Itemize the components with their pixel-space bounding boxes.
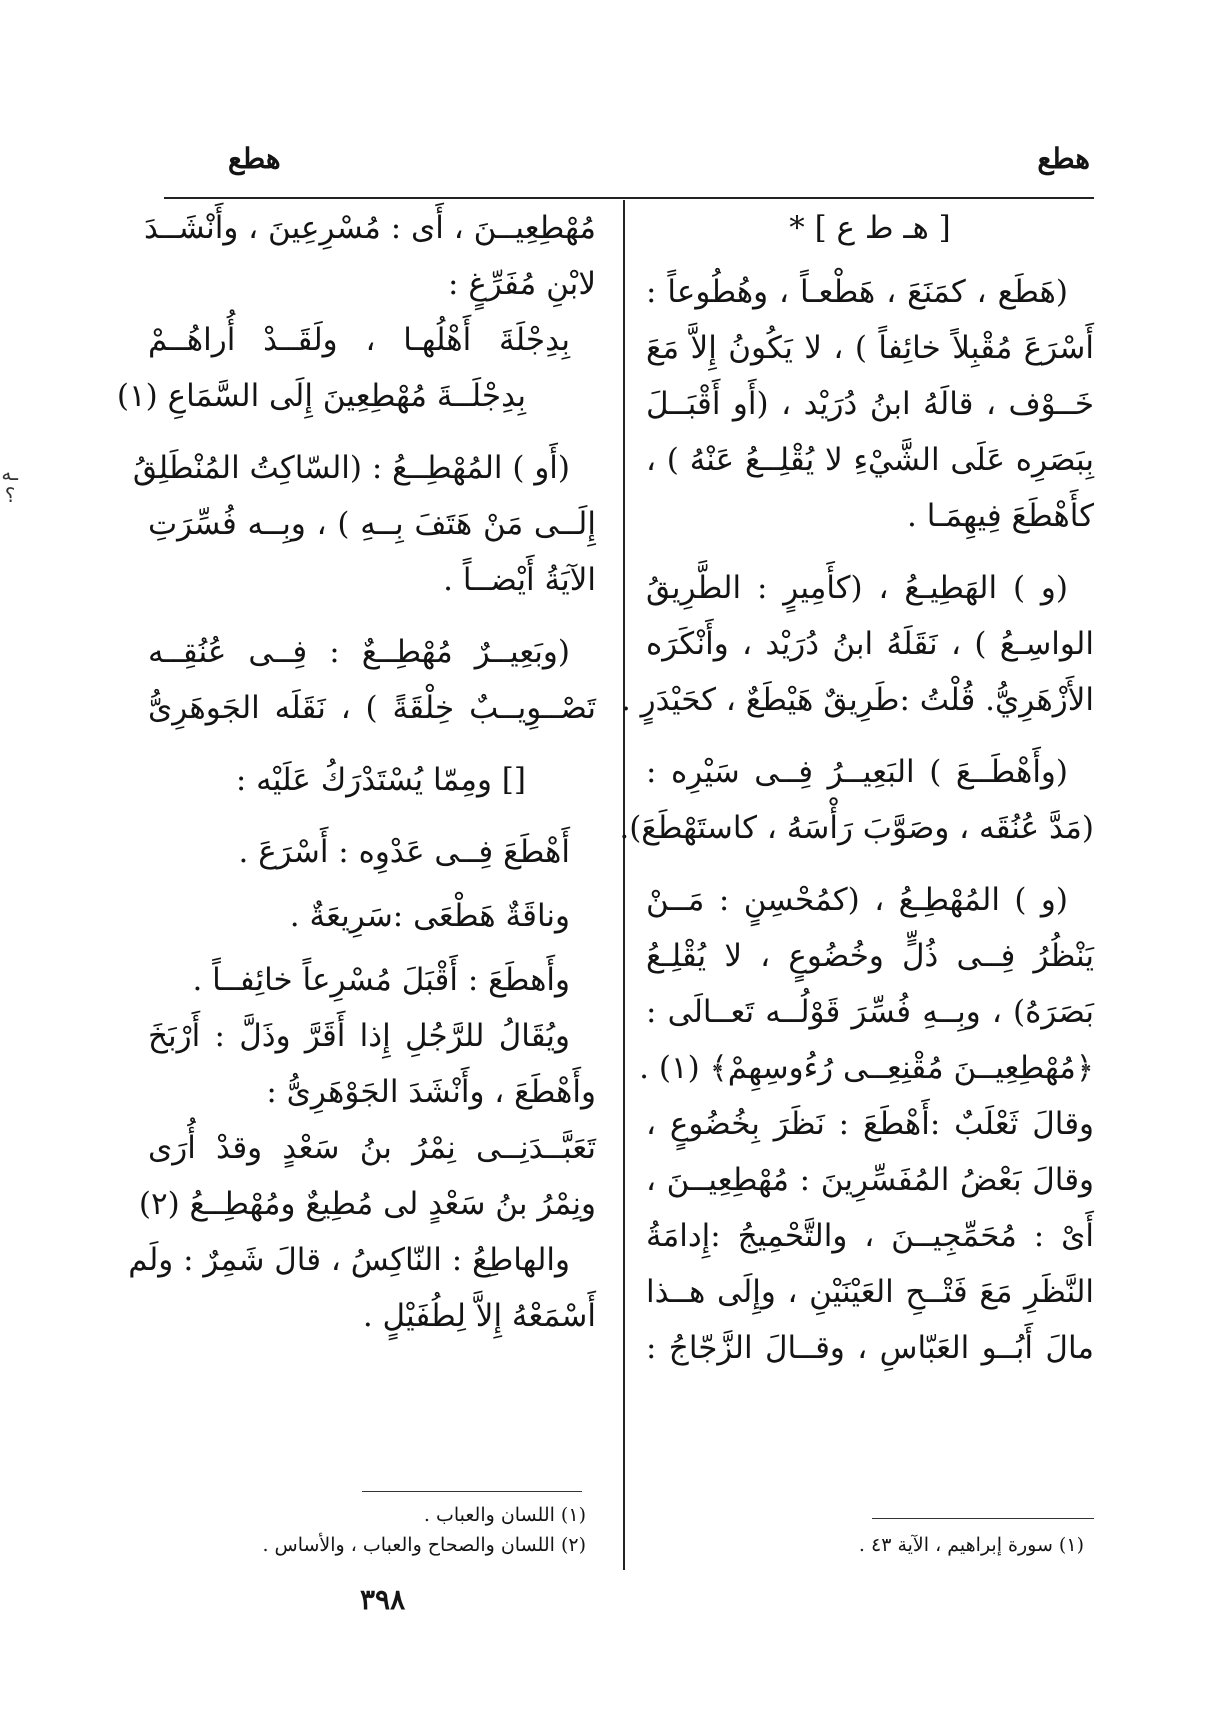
text-line: (أَو ) المُهْطِــعُ : (السّاكِتُ المُنْطَلِقُ xyxy=(132,450,570,486)
text-line: النَّظَرِ مَعَ فَتْــحِ العَيْنَيْنِ ، وإِلَى هــذا xyxy=(646,1274,1094,1310)
text-line: والهاطِعُ : النّاكِسُ ، قالَ شَمِرٌ : ولَم xyxy=(128,1242,570,1278)
text-line: وقالَ ثَعْلَبٌ :أَهْطَعَ : نَظَرَ بِخُضُوعٍ ، xyxy=(646,1106,1094,1142)
text-line: الآيَةُ أَيْضــاً . xyxy=(443,562,596,598)
text-line: مُهْطِعِيــنَ ، أَى : مُسْرِعِينَ ، وأَنْشَــدَ xyxy=(144,210,596,246)
text-line: تَصْــوِيــبٌ خِلْقَةً ) ، نَقَلَه الجَوهَرِىُّ xyxy=(148,690,596,726)
text-line: (و ) الهَطِيـعُ ، (كأَمِيرٍ : الطَّرِيقُ xyxy=(646,570,1068,606)
running-head-left: هطع xyxy=(228,142,281,175)
text-line: أَسْمَعْهُ إِلاَّ لِطُفَيْلٍ . xyxy=(362,1298,596,1334)
text-line: أَسْرَعَ مُقْبِلاً خائِفاً ) ، لا يَكُونُ إِلاَّ مَعَ xyxy=(646,330,1094,366)
footnotes-left xyxy=(148,1500,596,1560)
left-column xyxy=(116,200,596,1344)
text-line: يَنْظُرُ فِــى ذُلٍّ وخُضُوعٍ ، لا يُقْلِـعُ xyxy=(646,938,1094,974)
section-heading: [] ومِمّا يُسْتَدْرَكُ عَلَيْه : xyxy=(235,762,526,798)
text-line: خَــوْف ، قالَهُ ابنُ دُرَيْد ، (أَو أَقْبَــلَ xyxy=(646,386,1094,422)
text-line: (وبَعِيــرٌ مُهْطِــعٌ : فِــى عُنُقِــه xyxy=(148,634,570,670)
text-line: بَصَرَهُ) ، وبِــهِ فُسِّرَ قَوْلُــه تَعــالَى : xyxy=(646,994,1094,1030)
text-line: (مَدَّ عُنُقَه ، وصَوَّبَ رَأْسَهُ ، كاستَهْطَعَ). xyxy=(619,810,1094,846)
text-line: بِبَصَرِه عَلَى الشَّيْءِ لا يُقْلِــعُ عَنْهُ ) ، xyxy=(646,442,1094,478)
verse-line: ونِمْرُ بنُ سَعْدٍ لى مُطِيعٌ ومُهْطِــعُ (٢) xyxy=(138,1186,596,1222)
text-line: (وأَهْطَــعَ ) البَعِيــرُ فِــى سَيْرِه : xyxy=(646,754,1068,790)
text-line: (هَطَع ، كمَنَعَ ، هَطْعـاً ، وهُطُوعاً : xyxy=(646,274,1068,310)
footnotes-right xyxy=(646,1530,1094,1560)
footnote-rule-left xyxy=(362,1491,582,1492)
text-line: لابْنِ مُفَرِّغٍ : xyxy=(448,266,596,302)
text-line: إِلَــى مَنْ هَتَفَ بِــهِ ) ، وبِــه فُسِّرَتِ xyxy=(148,506,596,542)
footnote: (٢) اللسان والصحاح والعباب ، والأساس . xyxy=(262,1534,586,1556)
margin-mark: ـه ؟ xyxy=(1,461,18,507)
right-column xyxy=(619,200,1094,1376)
footnote-rule-right xyxy=(872,1518,1094,1519)
text-line: (و ) المُهْطِـعُ ، (كمُحْسِنٍ : مَــنْ xyxy=(646,882,1068,918)
verse-line: تَعَبَّــدَنِــى نِمْرُ بنُ سَعْدٍ وقدْ أُرَى xyxy=(148,1130,596,1166)
text-line: ﴿مُهْطِعِيــنَ مُقْنِعِــى رُءُوسِهِمْ﴾ (١) . xyxy=(639,1050,1094,1086)
text-line: وناقَةٌ هَطْعَى :سَرِيعَةٌ . xyxy=(289,898,570,934)
page-number: ٣٩٨ xyxy=(360,1583,406,1616)
text-line: كأَهْطَعَ فِيهِمَـا . xyxy=(907,498,1094,534)
verse-line: بِدِجْلَــةَ مُهْطِعِينَ إِلَى السَّمَاعِ (١) xyxy=(116,378,526,414)
footnote: (١) سورة إبراهيم ، الآية ٤٣ . xyxy=(858,1534,1084,1556)
text-line: الأَزْهَرِيُّ. قُلْتُ :طَرِيقٌ هَيْطَعٌ ، كحَيْدَرٍ . xyxy=(620,682,1094,718)
header-rule xyxy=(164,197,1094,199)
text-line: أَهْطَعَ فِــى عَدْوِه : أَسْرَعَ . xyxy=(238,834,570,870)
text-line: أَىْ : مُحَمِّجِيــنَ ، والتَّحْمِيجُ :إِدامَةُ xyxy=(646,1218,1094,1254)
text-line: الواسِـعُ ) ، نَقَلَهُ ابنُ دُرَيْد ، وأَنْكَرَه xyxy=(646,626,1094,662)
text-line: وأَهْطَعَ ، وأَنْشَدَ الجَوْهَرِىُّ : xyxy=(266,1074,596,1110)
text-line: ويُقَالُ للرَّجُلِ إِذا أَقَرَّ وذَلَّ : أَرْبَخَ xyxy=(148,1018,570,1054)
text-line: وقالَ بَعْضُ المُفَسِّرِينَ : مُهْطِعِيــنَ ، xyxy=(646,1162,1094,1198)
entry-head: [ هـ ط ع ] * xyxy=(789,210,951,246)
text-line: وأَهطَعَ : أَقْبَلَ مُسْرِعاً خائِفــاً . xyxy=(192,962,570,998)
footnote: (١) اللسان والعباب . xyxy=(423,1504,586,1526)
column-divider xyxy=(623,200,625,1570)
text-line: مالَ أَبُــو العَبّاسِ ، وقــالَ الزَّجّاجُ : xyxy=(646,1330,1094,1366)
running-head-right: هطع xyxy=(1037,142,1090,175)
verse-line: بِدِجْلَةَ أَهْلُهـا ، ولَقَــدْ أُراهُــمْ xyxy=(148,322,570,358)
